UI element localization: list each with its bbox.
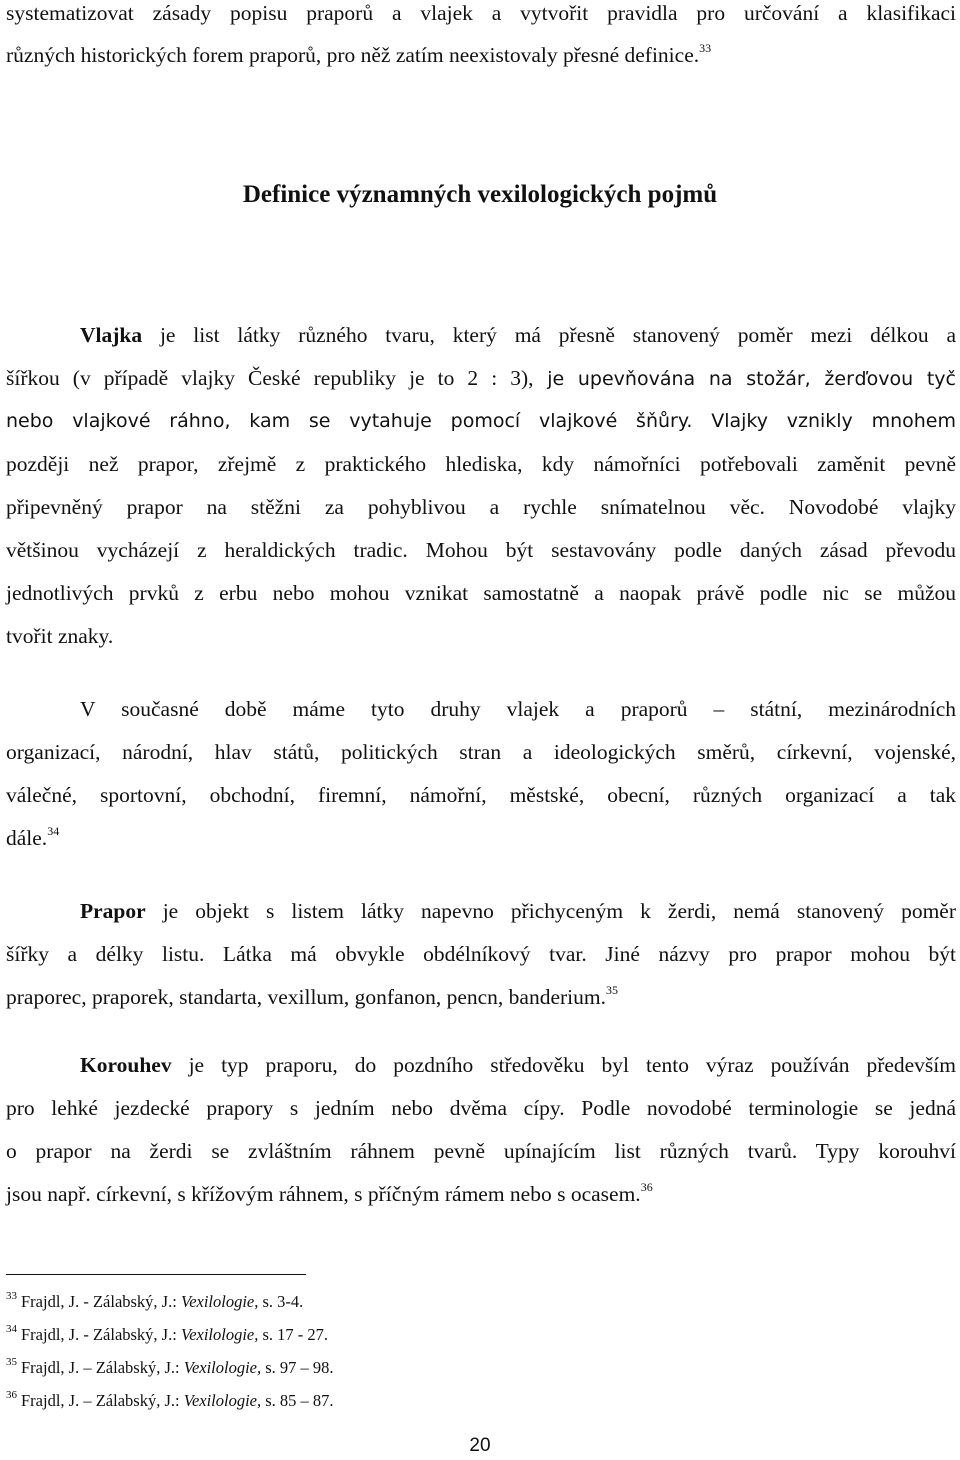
text-run: šířkou (v případě vlajky České republiky je to 2 : 3),: [6, 366, 534, 390]
text-run: různých historických forem praporů, pro něž zatím neexistovaly přesné definice.: [6, 43, 700, 67]
footnote-title: Vexilologie,: [183, 1391, 262, 1410]
text-run: je objekt s listem látky napevno přichyceným k žerdi, nemá stanovený poměr: [145, 899, 956, 923]
footnote-number: 35: [6, 1356, 17, 1368]
body-line: tvořit znaky.: [6, 624, 114, 648]
footnote-number: 34: [6, 1323, 17, 1335]
body-line: šířky a délky listu. Látka má obvykle obdélníkový tvar. Jiné názvy pro prapor mohou být: [6, 942, 956, 966]
page-number: 20: [469, 1435, 491, 1456]
body-line: [6, 823, 956, 853]
body-line: [6, 982, 956, 1012]
footnote-ref-33: 33: [699, 41, 712, 55]
body-line: [6, 896, 956, 926]
body-line: o prapor na žerdi se zvláštním ráhnem pevně upínajícím list různých tvarů. Typy korouhví: [6, 1139, 956, 1163]
footnote-authors: Frajdl, J. - Zálabský, J.:: [21, 1292, 181, 1311]
body-line: [6, 694, 956, 724]
body-line: [6, 406, 956, 436]
footnote-pages: s. 97 – 98.: [261, 1358, 334, 1377]
text-run: je upevňována na stožár, žerďovou tyč: [533, 368, 956, 390]
footnote-number: 33: [6, 1290, 17, 1302]
term-vlajka: Vlajka: [80, 323, 143, 347]
text-run: je list látky různého tvaru, který má přesně stanovený poměr mezi délkou a: [142, 323, 956, 347]
body-line: [6, 363, 956, 394]
body-line: většinou vycházejí z heraldických tradic. Mohou být sestavovány podle daných zásad převodu: [6, 538, 956, 562]
footnote-ref-35: 35: [606, 983, 618, 997]
term-prapor: Prapor: [80, 899, 146, 923]
footnote-authors: Frajdl, J. – Zálabský, J.:: [21, 1391, 184, 1410]
body-line: pro lehké jezdecké prapory s jedním nebo dvěma cípy. Podle novodobé terminologie se jedná: [6, 1096, 956, 1120]
footnote-ref-36: 36: [640, 1180, 653, 1194]
body-line: válečné, sportovní, obchodní, firemní, námořní, městské, obecní, různých organizací a tak: [6, 783, 956, 807]
footnote-35: [6, 1356, 334, 1380]
body-line: [6, 40, 956, 70]
body-line: organizací, národní, hlav států, politických stran a ideologických směrů, církevní, vojenské,: [6, 740, 956, 764]
text-run: je typ praporu, do pozdního středověku byl tento výraz používán především: [171, 1053, 956, 1077]
footnote-title: Vexilologie,: [180, 1325, 259, 1344]
body-line: připevněný prapor na stěžni za pohyblivou a rychle snímatelnou věc. Novodobé vlajky: [6, 495, 956, 519]
footnote-pages: s. 85 – 87.: [261, 1391, 334, 1410]
footnote-authors: Frajdl, J. - Zálabský, J.:: [21, 1325, 181, 1344]
text-run: dále.: [6, 826, 48, 850]
body-line: jednotlivých prvků z erbu nebo mohou vznikat samostatně a naopak právě podle nic se můžou: [6, 581, 956, 605]
section-heading: Definice významných vexilologických pojmů: [242, 181, 718, 208]
footnote-33: [6, 1290, 303, 1314]
footnote-separator: [6, 1274, 306, 1275]
footnote-34: [6, 1323, 328, 1347]
term-korouhev: Korouhev: [80, 1053, 172, 1077]
footnote-pages: s. 3-4.: [258, 1292, 304, 1311]
text-run: Vlajky vznikly mnohem: [692, 410, 956, 432]
footnote-pages: s. 17 - 27.: [258, 1325, 329, 1344]
text-run: nebo vlajkové ráhno, kam se vytahuje pomocí vlajkové šňůry.: [6, 410, 693, 432]
footnote-title: Vexilologie,: [180, 1292, 259, 1311]
footnote-36: [6, 1389, 334, 1413]
body-line: [6, 320, 956, 350]
body-line: systematizovat zásady popisu praporů a vlajek a vytvořit pravidla pro určování a klasifikaci: [6, 1, 956, 25]
text-run: V současné době máme tyto druhy vlajek a praporů – státní, mezinárodních: [80, 697, 956, 721]
body-line: [6, 1179, 956, 1209]
text-run: praporec, praporek, standarta, vexillum, gonfanon, pencn, banderium.: [6, 985, 606, 1009]
footnote-ref-34: 34: [47, 824, 60, 838]
text-run: jsou např. církevní, s křížovým ráhnem, s příčným rámem nebo s ocasem.: [6, 1182, 641, 1206]
footnote-number: 36: [6, 1389, 17, 1401]
body-line: [6, 1050, 956, 1080]
footnote-title: Vexilologie,: [183, 1358, 262, 1377]
footnote-authors: Frajdl, J. – Zálabský, J.:: [21, 1358, 184, 1377]
body-line: později než prapor, zřejmě z praktického hlediska, kdy námořníci potřebovali zaměnit pevně: [6, 452, 956, 476]
